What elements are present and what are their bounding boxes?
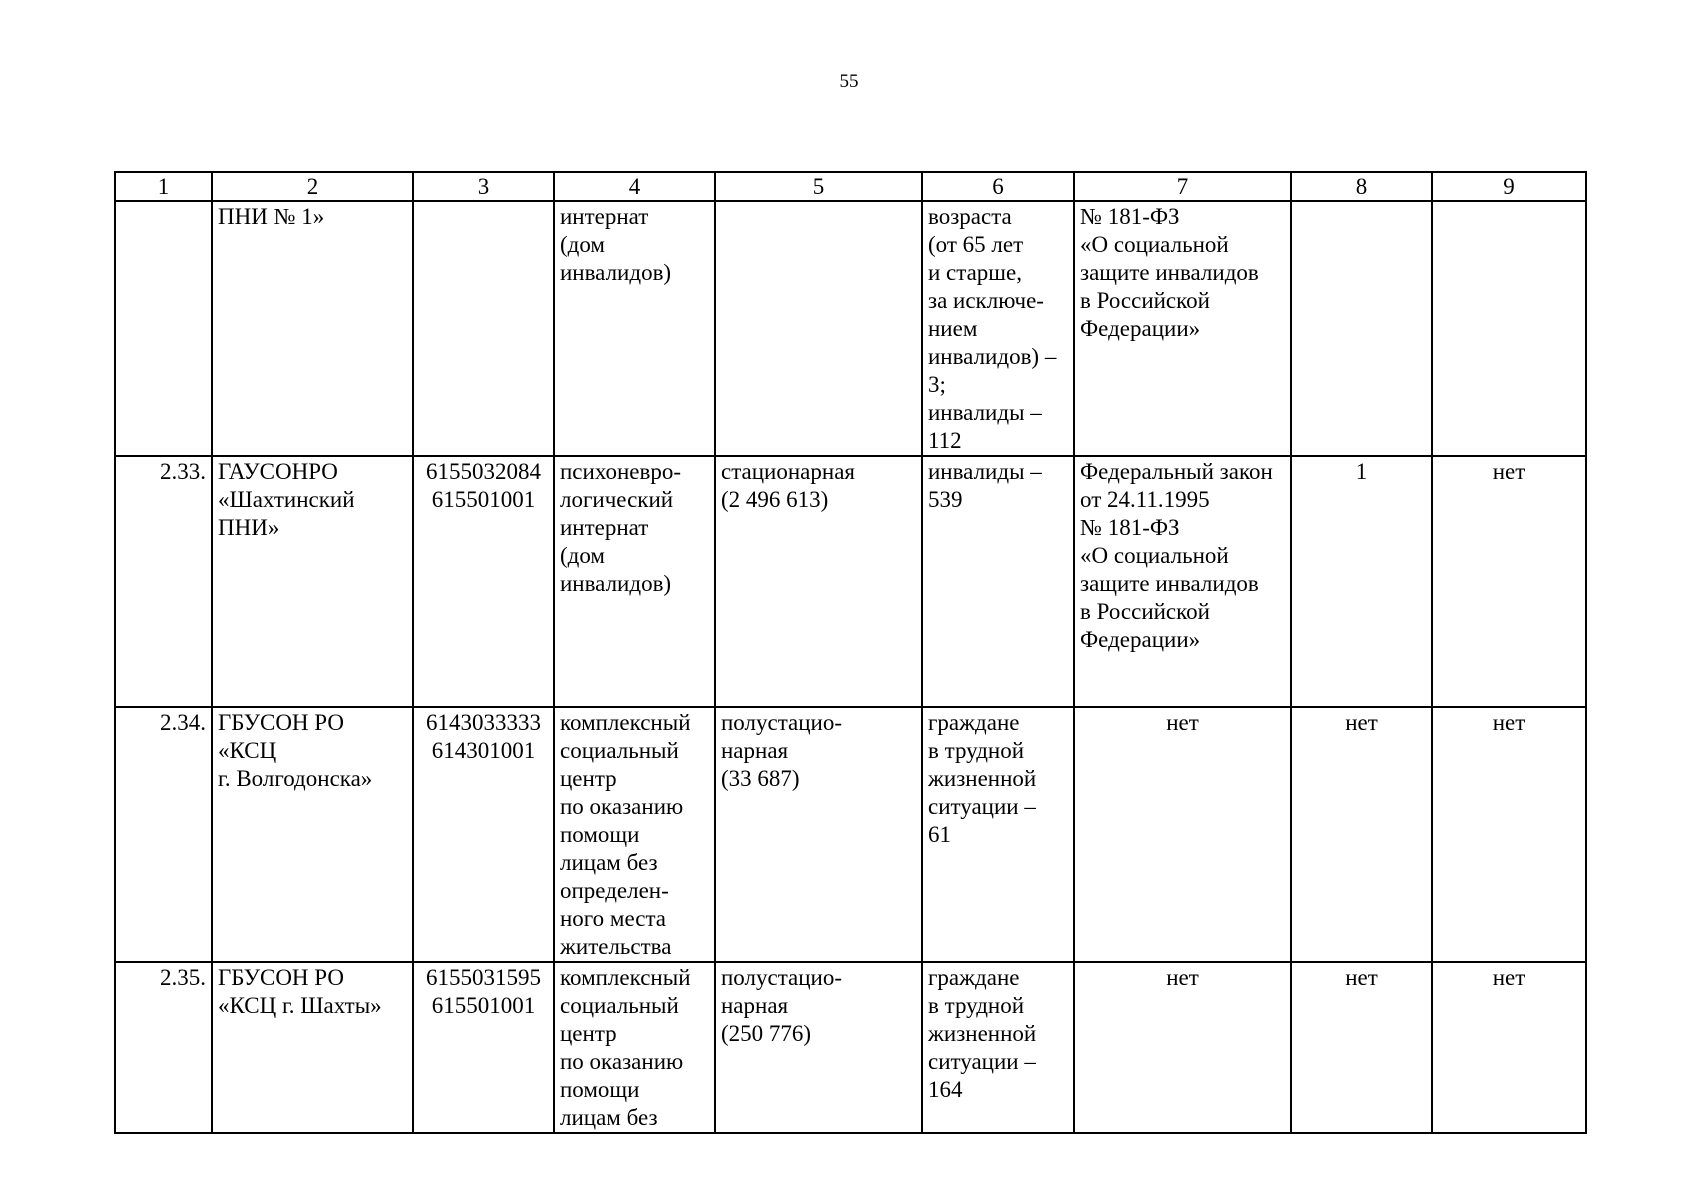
institution-name-cell: ГБУСОН РО «КСЦ г. Волгодонска» [212, 707, 413, 962]
column-9-cell: нет [1432, 962, 1586, 1133]
table-row [115, 456, 1586, 707]
column-8-cell: нет [1291, 962, 1432, 1133]
legal-basis-cell: нет [1074, 962, 1291, 1133]
column-number: 6 [922, 172, 1074, 201]
tax-codes-cell: 6155032084 615501001 [413, 456, 554, 707]
service-form-cell [715, 201, 922, 456]
institution-type-cell: психоневро- логический интернат (дом инвалидов) [554, 456, 715, 707]
institution-name-cell: ГБУСОН РО «КСЦ г. Шахты» [212, 962, 413, 1133]
recipients-cell: инвалиды – 539 [922, 456, 1074, 707]
row-number-cell [115, 201, 212, 456]
column-number: 7 [1074, 172, 1291, 201]
legal-basis-cell: нет [1074, 707, 1291, 962]
recipients-cell: граждане в трудной жизненной ситуации – 61 [922, 707, 1074, 962]
tax-codes-cell [413, 201, 554, 456]
institution-type-cell: комплексный социальный центр по оказанию помощи лицам без [554, 962, 715, 1133]
row-number-cell: 2.35. [115, 962, 212, 1133]
column-number: 4 [554, 172, 715, 201]
registry-table [114, 171, 1587, 1134]
column-number: 8 [1291, 172, 1432, 201]
column-number: 1 [115, 172, 212, 201]
tax-codes-cell: 6155031595 615501001 [413, 962, 554, 1133]
row-number-cell: 2.33. [115, 456, 212, 707]
institution-name-cell: ГАУСОНРО «Шахтинский ПНИ» [212, 456, 413, 707]
column-9-cell: нет [1432, 707, 1586, 962]
page-number: 55 [839, 71, 859, 92]
institution-type-cell: интернат (дом инвалидов) [554, 201, 715, 456]
column-8-cell [1291, 201, 1432, 456]
recipients-cell: граждане в трудной жизненной ситуации – 164 [922, 962, 1074, 1133]
institution-type-cell: комплексный социальный центр по оказанию помощи лицам без определен- ного места жительства [554, 707, 715, 962]
institution-name-cell: ПНИ № 1» [212, 201, 413, 456]
service-form-cell: полустацио- нарная (33 687) [715, 707, 922, 962]
row-number-cell: 2.34. [115, 707, 212, 962]
table-row [115, 201, 1586, 456]
table-row [115, 962, 1586, 1133]
column-9-cell [1432, 201, 1586, 456]
column-9-cell: нет [1432, 456, 1586, 707]
column-8-cell: нет [1291, 707, 1432, 962]
column-number: 2 [212, 172, 413, 201]
column-number-row [115, 172, 1586, 201]
service-form-cell: стационарная (2 496 613) [715, 456, 922, 707]
tax-codes-cell: 6143033333 614301001 [413, 707, 554, 962]
column-number: 5 [715, 172, 922, 201]
column-number: 9 [1432, 172, 1586, 201]
table-row [115, 707, 1586, 962]
column-number: 3 [413, 172, 554, 201]
service-form-cell: полустацио- нарная (250 776) [715, 962, 922, 1133]
column-8-cell: 1 [1291, 456, 1432, 707]
legal-basis-cell: Федеральный закон от 24.11.1995 № 181-ФЗ «О социальной защите инвалидов в Российской Федерации» [1074, 456, 1291, 707]
legal-basis-cell: № 181-ФЗ «О социальной защите инвалидов в Российской Федерации» [1074, 201, 1291, 456]
recipients-cell: возраста (от 65 лет и старше, за исключе- нием инвалидов) – 3; инвалиды – 112 [922, 201, 1074, 456]
